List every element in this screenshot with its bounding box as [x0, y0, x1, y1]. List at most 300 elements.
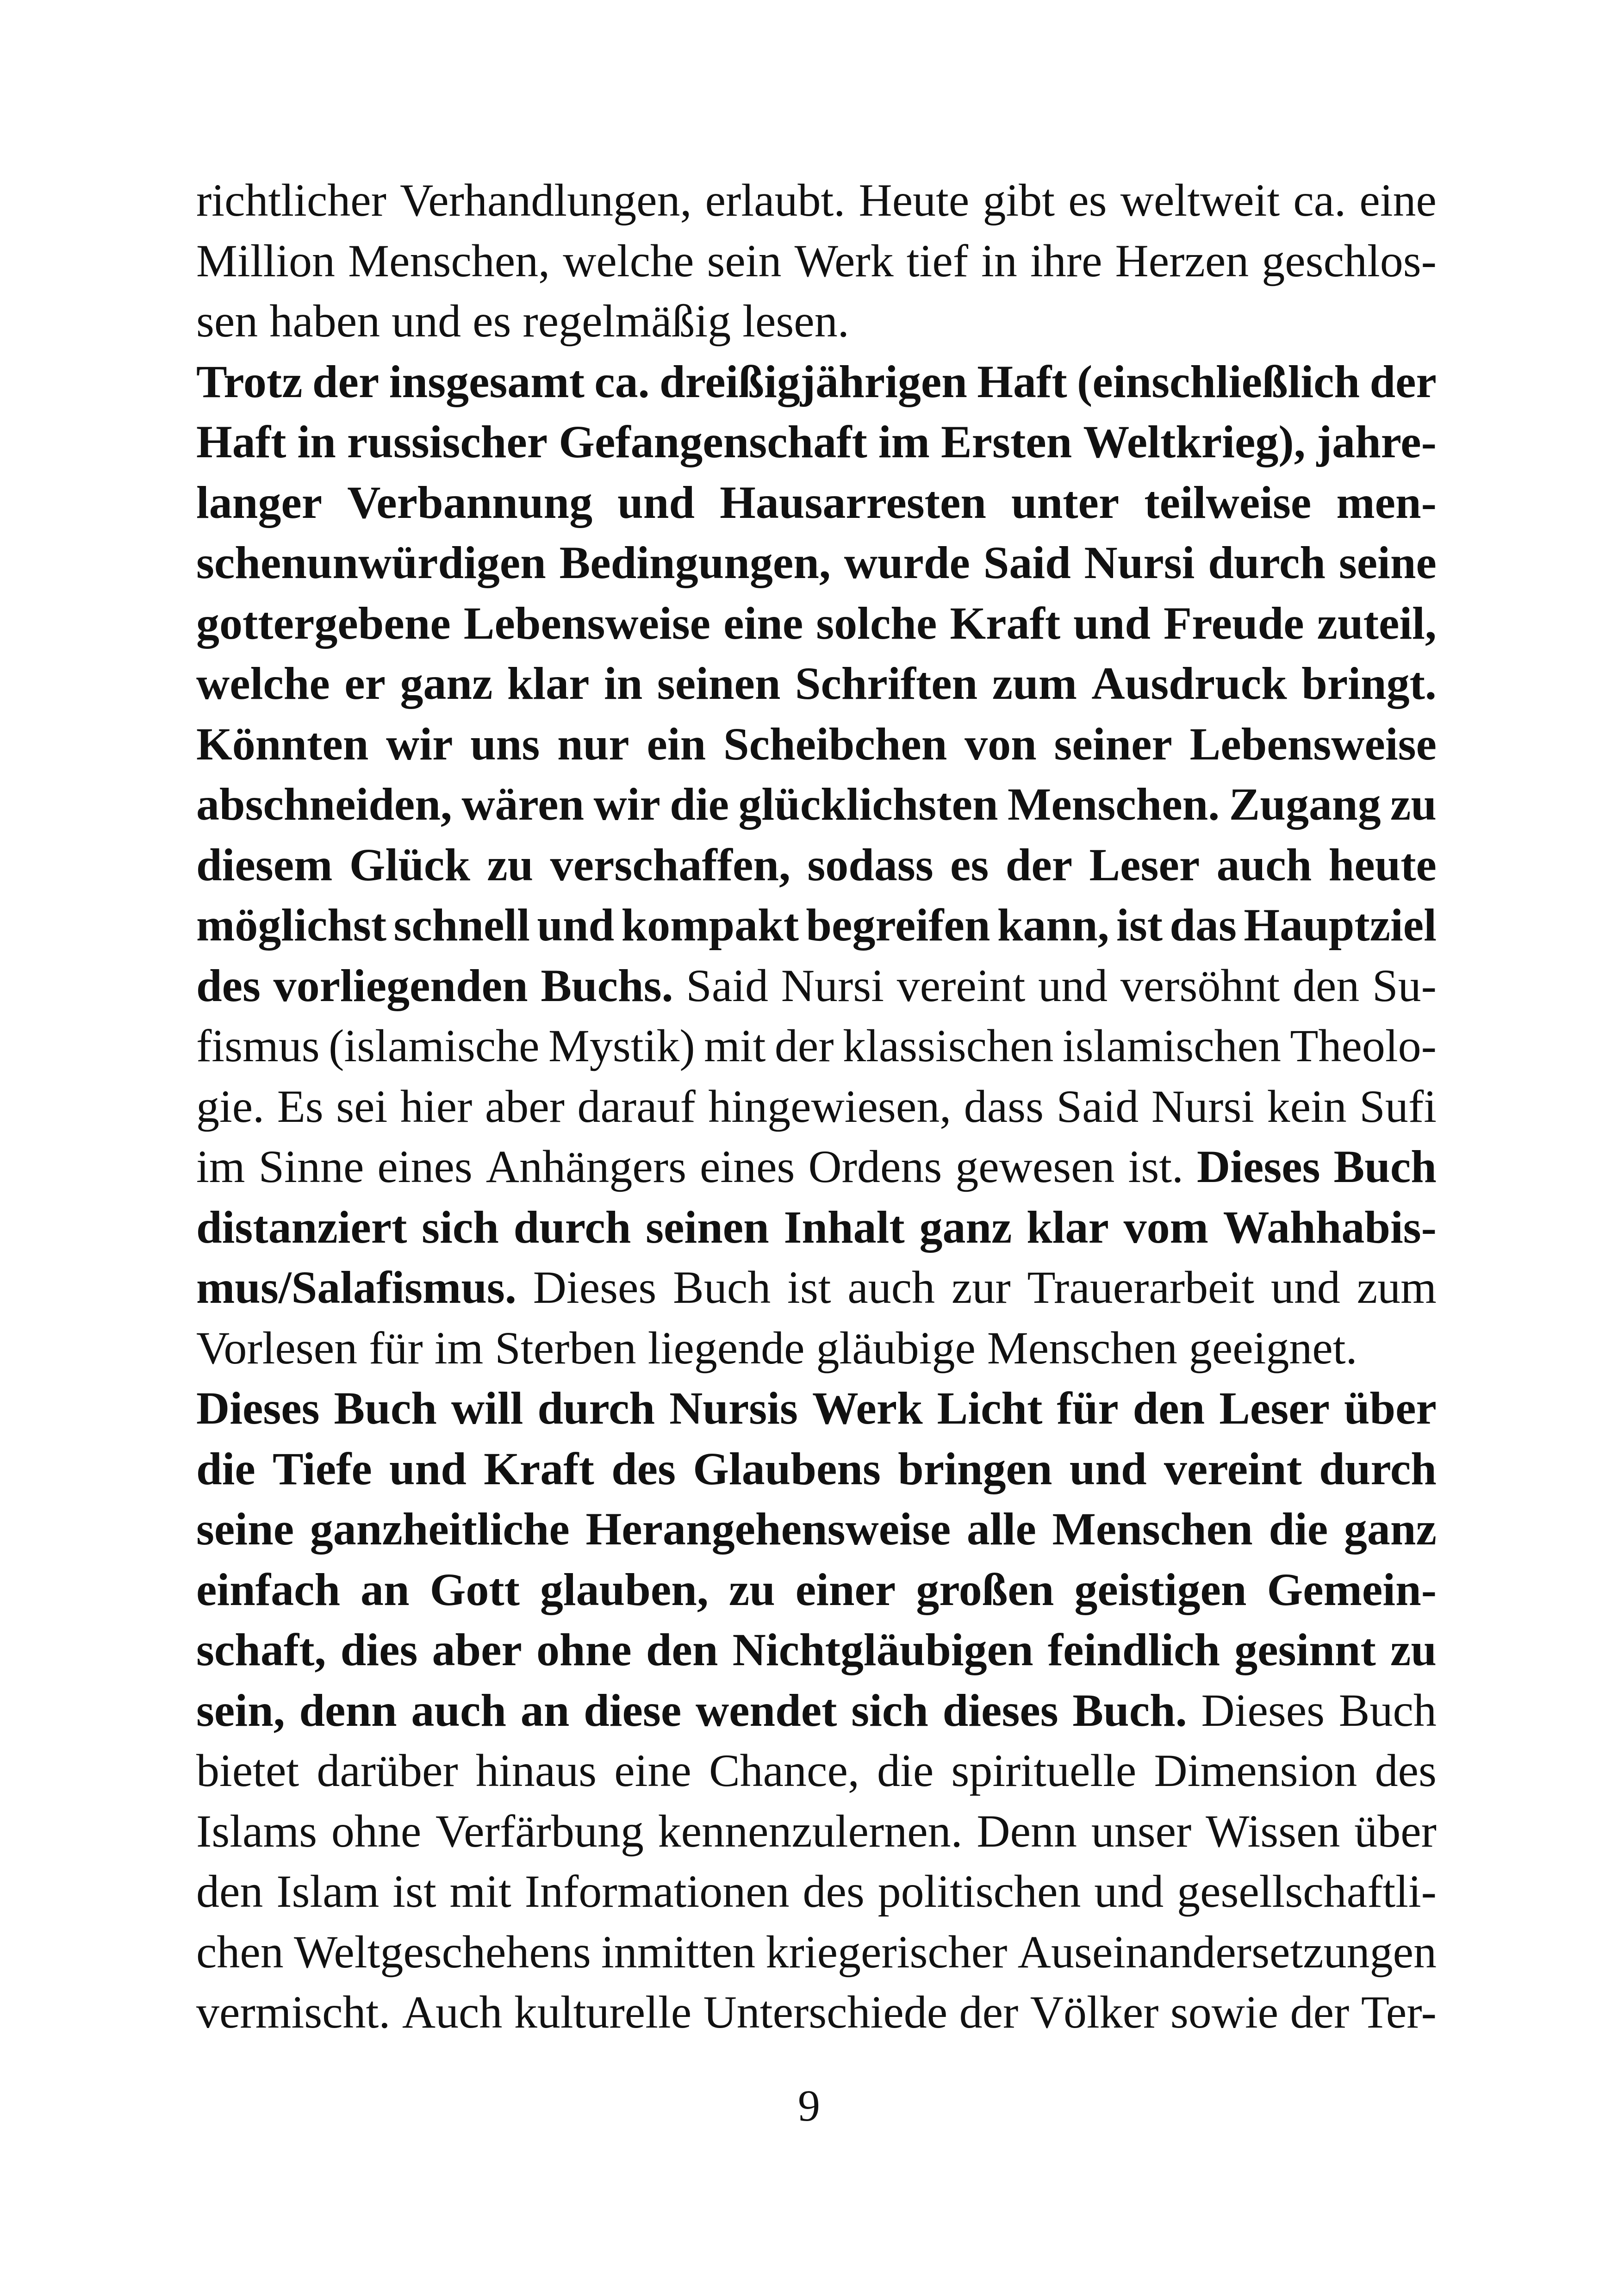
word: des — [1375, 1745, 1437, 1796]
bold-word: men- — [1336, 476, 1437, 528]
word: den — [196, 1866, 263, 1917]
word: Chance, — [709, 1745, 859, 1796]
bold-word: Wahhabis- — [1223, 1201, 1437, 1253]
bold-word: des — [611, 1443, 676, 1494]
bold-word: russischer — [347, 416, 548, 467]
bold-word: aber — [432, 1624, 522, 1675]
bold-word: distanziert — [196, 1201, 407, 1253]
word: zur — [951, 1262, 1011, 1313]
word: Buch — [673, 1262, 771, 1313]
word: weltweit — [1120, 174, 1280, 226]
word: Su- — [1372, 959, 1437, 1011]
bold-word: Herangehensweise — [585, 1503, 951, 1555]
word: Islam — [276, 1866, 380, 1917]
bold-word: wurde — [844, 537, 970, 588]
word: eines — [377, 1141, 473, 1192]
word: Verfärbung — [436, 1805, 644, 1857]
bold-word: bringt. — [1301, 658, 1437, 709]
bold-word: der — [1369, 355, 1437, 407]
bold-word: dieses — [942, 1684, 1058, 1736]
bold-word: unter — [1011, 476, 1120, 528]
word: und — [1038, 959, 1108, 1011]
bold-word: diese — [584, 1684, 682, 1736]
word: Islams — [196, 1805, 317, 1857]
word: sei — [336, 1080, 388, 1132]
word: ist — [392, 1866, 436, 1917]
text-line — [196, 774, 1437, 835]
bold-word: in — [297, 416, 336, 467]
word: eine — [614, 1745, 691, 1796]
bold-word: Nichtgläubigen — [732, 1624, 1033, 1675]
word: darauf — [577, 1080, 696, 1132]
bold-word: seiner — [1054, 718, 1172, 770]
bold-word: ganz — [400, 658, 493, 709]
bold-word: Nursi — [1084, 537, 1195, 588]
word: Dimension — [1154, 1745, 1357, 1796]
bold-word: Bedingungen, — [559, 537, 831, 588]
text-line — [196, 1620, 1437, 1680]
bold-word: wir — [593, 778, 660, 830]
bold-word: durch — [537, 1382, 655, 1434]
word: tief — [906, 235, 969, 286]
word: Menschen, — [348, 235, 550, 286]
bold-word: Gemein- — [1267, 1563, 1437, 1615]
bold-word: Hausarresten — [720, 476, 986, 528]
bold-word: Schriften — [795, 658, 978, 709]
bold-word: den — [1133, 1382, 1205, 1434]
text-line — [196, 231, 1437, 292]
text-line — [196, 1560, 1437, 1620]
word: kriegerischer — [765, 1926, 1008, 1978]
bold-word: zu — [487, 839, 534, 890]
text-line — [196, 352, 1437, 412]
bold-word: alle — [966, 1503, 1036, 1555]
bold-word: kompakt — [621, 899, 799, 951]
word: ohne — [331, 1805, 422, 1857]
bold-word: glücklichsten — [738, 778, 998, 830]
bold-word: das — [1170, 899, 1237, 951]
bold-word: großen — [916, 1563, 1054, 1615]
word: fismus — [196, 1020, 320, 1071]
bold-word: Menschen. — [1007, 778, 1220, 830]
word: des — [803, 1866, 865, 1917]
bold-word: von — [965, 718, 1037, 770]
word: im — [196, 1141, 245, 1192]
word: hier — [400, 1080, 473, 1132]
word: Wissen — [1206, 1805, 1340, 1857]
text-line — [196, 533, 1437, 593]
word: der — [1290, 1986, 1350, 2038]
bold-word: heute — [1328, 839, 1437, 890]
bold-word: jahre- — [1316, 416, 1437, 467]
bold-word: denn — [299, 1684, 397, 1736]
bold-word: Dieses — [1197, 1141, 1320, 1192]
bold-word: über — [1344, 1382, 1437, 1434]
word: gie. — [196, 1080, 265, 1132]
text-line — [196, 593, 1437, 654]
bold-word: Nursis — [669, 1382, 798, 1434]
bold-word: ganzheitliche — [310, 1503, 570, 1555]
word: Weltgeschehens — [294, 1926, 591, 1978]
word: Auseinandersetzungen — [1017, 1926, 1437, 1978]
text-line — [196, 170, 1437, 231]
bold-word: ganz — [919, 1201, 1012, 1253]
word: hingewiesen, — [708, 1080, 952, 1132]
bold-word: geistigen — [1074, 1563, 1247, 1615]
bold-word: Buch — [1333, 1141, 1437, 1192]
text-line — [196, 1197, 1437, 1258]
word: Mystik) — [548, 1020, 695, 1071]
bold-word: und — [617, 476, 695, 528]
bold-word: für — [1057, 1382, 1119, 1434]
bold-word: Ausdruck — [1091, 658, 1287, 709]
word: Denn — [977, 1805, 1077, 1857]
bold-word: gesinnt — [1234, 1624, 1376, 1675]
word: Es — [277, 1080, 324, 1132]
word: Herzen — [1115, 235, 1249, 286]
bold-word: glauben, — [540, 1563, 709, 1615]
bold-word: Menschen — [1052, 1503, 1253, 1555]
bold-word: diesem — [196, 839, 333, 890]
bold-word: Scheibchen — [723, 718, 947, 770]
body-text — [196, 170, 1437, 2043]
bold-word: Lebensweise — [463, 597, 711, 649]
word: aber — [485, 1080, 565, 1132]
bold-word: Gott — [429, 1563, 520, 1615]
word: kennenzulernen. — [658, 1805, 963, 1857]
bold-word: Glück — [349, 839, 470, 890]
word: sowie — [1170, 1986, 1279, 2038]
text-line — [196, 1741, 1437, 1801]
word: Informationen — [524, 1866, 790, 1917]
bold-word: seine — [196, 1503, 294, 1555]
word: gläubige — [816, 1322, 976, 1374]
word: ca. — [1293, 174, 1346, 226]
word: ist. — [1128, 1141, 1184, 1192]
bold-word: sodass — [807, 839, 933, 890]
bold-word: schnell — [393, 899, 530, 951]
bold-word: des — [196, 959, 261, 1011]
bold-word: Said — [983, 537, 1071, 588]
word: lesen. — [742, 295, 849, 347]
word: haben — [269, 295, 380, 347]
word: Unterschiede — [703, 1986, 948, 2038]
text-line — [196, 835, 1437, 896]
text-line — [196, 412, 1437, 473]
word: Buch — [1338, 1684, 1437, 1736]
bold-word: möglichst — [196, 899, 387, 951]
word: und — [392, 295, 461, 347]
word: Sinne — [258, 1141, 364, 1192]
bold-word: Buch. — [1072, 1684, 1187, 1736]
word: geeignet. — [1189, 1322, 1357, 1374]
bold-word: Licht — [937, 1382, 1043, 1434]
word: unser — [1091, 1805, 1192, 1857]
word: Dieses — [533, 1262, 657, 1313]
bold-word: feindlich — [1047, 1624, 1220, 1675]
word: politischen — [877, 1866, 1081, 1917]
word: erlaubt. — [705, 174, 846, 226]
bold-word: Trotz — [196, 355, 303, 407]
bold-word: Zugang — [1229, 778, 1381, 830]
word: Ordens — [808, 1141, 942, 1192]
word: über — [1354, 1805, 1437, 1857]
word: Anhängers — [485, 1141, 686, 1192]
bold-word: zu — [1390, 778, 1437, 830]
bold-word: der — [312, 355, 380, 407]
word: Menschen — [987, 1322, 1177, 1374]
word: auch — [847, 1262, 935, 1313]
bold-word: seine — [1338, 537, 1437, 588]
bold-word: in — [604, 658, 643, 709]
word: Theolo- — [1290, 1020, 1437, 1071]
bold-word: und — [1069, 1443, 1147, 1494]
word: liegende — [647, 1322, 805, 1374]
bold-word: vom — [1123, 1201, 1208, 1253]
bold-word: sich — [422, 1201, 499, 1253]
text-line — [196, 895, 1437, 956]
bold-word: sich — [851, 1684, 928, 1736]
text-line — [196, 291, 1437, 352]
bold-word: durch — [1319, 1443, 1437, 1494]
word: Said — [1056, 1080, 1139, 1132]
word: es — [473, 295, 511, 347]
bold-word: vorliegenden — [273, 959, 528, 1011]
word: in — [981, 235, 1017, 286]
bold-word: wendet — [695, 1684, 837, 1736]
word: Ter- — [1361, 1986, 1437, 2038]
word: chen — [196, 1926, 284, 1978]
word: regelmäßig — [523, 295, 731, 347]
bold-word: und — [1073, 597, 1151, 649]
bold-word: Kraft — [950, 597, 1061, 649]
word: Vorlesen — [196, 1322, 358, 1374]
bold-word: einfach — [196, 1563, 341, 1615]
bold-word: (einschließlich — [1077, 355, 1360, 407]
word: Auch — [402, 1986, 503, 2038]
bold-word: auch — [1216, 839, 1312, 890]
bold-word: dies — [340, 1624, 418, 1675]
bold-word: Buch — [334, 1382, 437, 1434]
bold-word: zu — [728, 1563, 775, 1615]
word: ihre — [1030, 235, 1102, 286]
text-line — [196, 1076, 1437, 1137]
bold-word: klar — [1027, 1201, 1109, 1253]
bold-word: seinen — [646, 1201, 769, 1253]
bold-word: welche — [196, 658, 330, 709]
bold-word: Leser — [1219, 1382, 1330, 1434]
word: mit — [449, 1866, 511, 1917]
bold-word: schaft, — [196, 1624, 326, 1675]
word: und — [1270, 1262, 1340, 1313]
bold-word: Haft — [196, 416, 286, 467]
bold-word: nur — [557, 718, 629, 770]
bold-word: Weltkrieg), — [1083, 416, 1306, 467]
word: eines — [699, 1141, 795, 1192]
bold-word: der — [1005, 839, 1073, 890]
bold-word: seinen — [657, 658, 781, 709]
bold-word: die — [196, 1443, 255, 1494]
bold-word: gottergebene — [196, 597, 451, 649]
text-line — [196, 1257, 1437, 1318]
word: Million — [196, 235, 336, 286]
bold-word: kann, — [997, 899, 1109, 951]
text-line — [196, 653, 1437, 714]
bold-word: wir — [386, 718, 453, 770]
bold-word: ein — [647, 718, 706, 770]
bold-word: verschaffen, — [550, 839, 790, 890]
bold-word: Ersten — [940, 416, 1072, 467]
text-line — [196, 714, 1437, 775]
text-line — [196, 1982, 1437, 2043]
text-line — [196, 1922, 1437, 1983]
word: es — [1068, 174, 1107, 226]
text-line — [196, 1016, 1437, 1076]
bold-word: Glaubens — [693, 1443, 881, 1494]
word: gewesen — [955, 1141, 1115, 1192]
word: Dieses — [1201, 1684, 1325, 1736]
word: geschlos- — [1262, 235, 1437, 286]
bold-word: Lebensweise — [1189, 718, 1437, 770]
word: mit — [704, 1020, 766, 1071]
word: die — [877, 1745, 934, 1796]
word: dass — [964, 1080, 1044, 1132]
bold-word: Buchs. — [541, 959, 673, 1011]
bold-word: im — [878, 416, 930, 467]
bold-word: auch — [411, 1684, 507, 1736]
text-line — [196, 1861, 1437, 1922]
text-line — [196, 1499, 1437, 1560]
text-line — [196, 1439, 1437, 1500]
word: sen — [196, 295, 258, 347]
bold-word: ohne — [536, 1624, 632, 1675]
bold-word: langer — [196, 476, 323, 528]
word: gesellschaftli- — [1177, 1866, 1437, 1917]
bold-word: an — [520, 1684, 570, 1736]
word: Sterben — [495, 1322, 636, 1374]
bold-word: die — [1269, 1503, 1328, 1555]
bold-word: bringen — [898, 1443, 1052, 1494]
bold-word: begreifen — [806, 899, 990, 951]
bold-word: durch — [1208, 537, 1326, 588]
bold-word: wären — [461, 778, 585, 830]
word: Nursi — [781, 959, 884, 1011]
word: islamischen — [1062, 1020, 1281, 1071]
bold-word: Könnten — [196, 718, 369, 770]
text-line — [196, 1801, 1437, 1862]
bold-word: Gefangenschaft — [559, 416, 867, 467]
bold-word: ist — [1116, 899, 1163, 951]
word: bietet — [196, 1745, 299, 1796]
bold-word: vereint — [1164, 1443, 1302, 1494]
bold-word: uns — [470, 718, 540, 770]
text-line — [196, 956, 1437, 1016]
word: Verhandlungen, — [400, 174, 692, 226]
bold-word: Freude — [1163, 597, 1304, 649]
bold-word: Inhalt — [784, 1201, 905, 1253]
text-line — [196, 1680, 1437, 1741]
word: und — [1094, 1866, 1164, 1917]
word: für — [369, 1322, 423, 1374]
bold-word: ganz — [1344, 1503, 1437, 1555]
word: Heute — [859, 174, 970, 226]
word: hinaus — [475, 1745, 597, 1796]
bold-word: Haft — [977, 355, 1067, 407]
bold-word: schenunwürdigen — [196, 537, 546, 588]
bold-word: und — [389, 1443, 467, 1494]
bold-word: Tiefe — [273, 1443, 372, 1494]
bold-word: klar — [507, 658, 590, 709]
word: vermischt. — [196, 1986, 391, 2038]
bold-word: an — [361, 1563, 410, 1615]
word: gibt — [983, 174, 1055, 226]
text-line — [196, 1137, 1437, 1197]
bold-word: es — [950, 839, 989, 890]
word: Völker — [1030, 1986, 1159, 2038]
word: den — [1292, 959, 1360, 1011]
word: versöhnt — [1120, 959, 1280, 1011]
word: kulturelle — [514, 1986, 692, 2038]
text-line — [196, 1378, 1437, 1439]
bold-word: teilweise — [1144, 476, 1312, 528]
bold-word: Kraft — [484, 1443, 594, 1494]
word: inmitten — [601, 1926, 756, 1978]
word: klassischen — [842, 1020, 1054, 1071]
bold-word: ca. — [594, 355, 650, 407]
bold-word: zuteil, — [1317, 597, 1437, 649]
bold-word: die — [670, 778, 729, 830]
text-line — [196, 473, 1437, 533]
bold-word: eine — [723, 597, 803, 649]
bold-word: Dieses — [196, 1382, 320, 1434]
word: kein — [1267, 1080, 1347, 1132]
bold-word: durch — [513, 1201, 631, 1253]
word: Nursi — [1151, 1080, 1255, 1132]
bold-word: dreißigjährigen — [660, 355, 967, 407]
text-line — [196, 1318, 1437, 1379]
word: vereint — [896, 959, 1026, 1011]
word: darüber — [317, 1745, 458, 1796]
word: ist — [787, 1262, 831, 1313]
bold-word: zum — [992, 658, 1077, 709]
bold-word: zu — [1390, 1624, 1437, 1675]
bold-word: solche — [816, 597, 937, 649]
word: welche — [563, 235, 694, 286]
word: Trauerarbeit — [1027, 1262, 1255, 1313]
word: eine — [1359, 174, 1437, 226]
word: (islamische — [329, 1020, 540, 1071]
bold-word: mus/Salafismus. — [196, 1262, 517, 1313]
word: spirituelle — [951, 1745, 1137, 1796]
word: sein — [707, 235, 782, 286]
word: Sufi — [1359, 1080, 1437, 1132]
word: Werk — [794, 235, 894, 286]
word: im — [434, 1322, 484, 1374]
word: der — [774, 1020, 834, 1071]
word: der — [959, 1986, 1019, 2038]
bold-word: einer — [795, 1563, 896, 1615]
page-number: 9 — [798, 2081, 820, 2130]
bold-word: abschneiden, — [196, 778, 452, 830]
bold-word: will — [451, 1382, 523, 1434]
word: richtlicher — [196, 174, 386, 226]
word: Said — [686, 959, 769, 1011]
bold-word: Hauptziel — [1244, 899, 1437, 951]
bold-word: er — [344, 658, 386, 709]
word: zum — [1357, 1262, 1437, 1313]
bold-word: Werk — [812, 1382, 923, 1434]
bold-word: Verbannung — [347, 476, 593, 528]
